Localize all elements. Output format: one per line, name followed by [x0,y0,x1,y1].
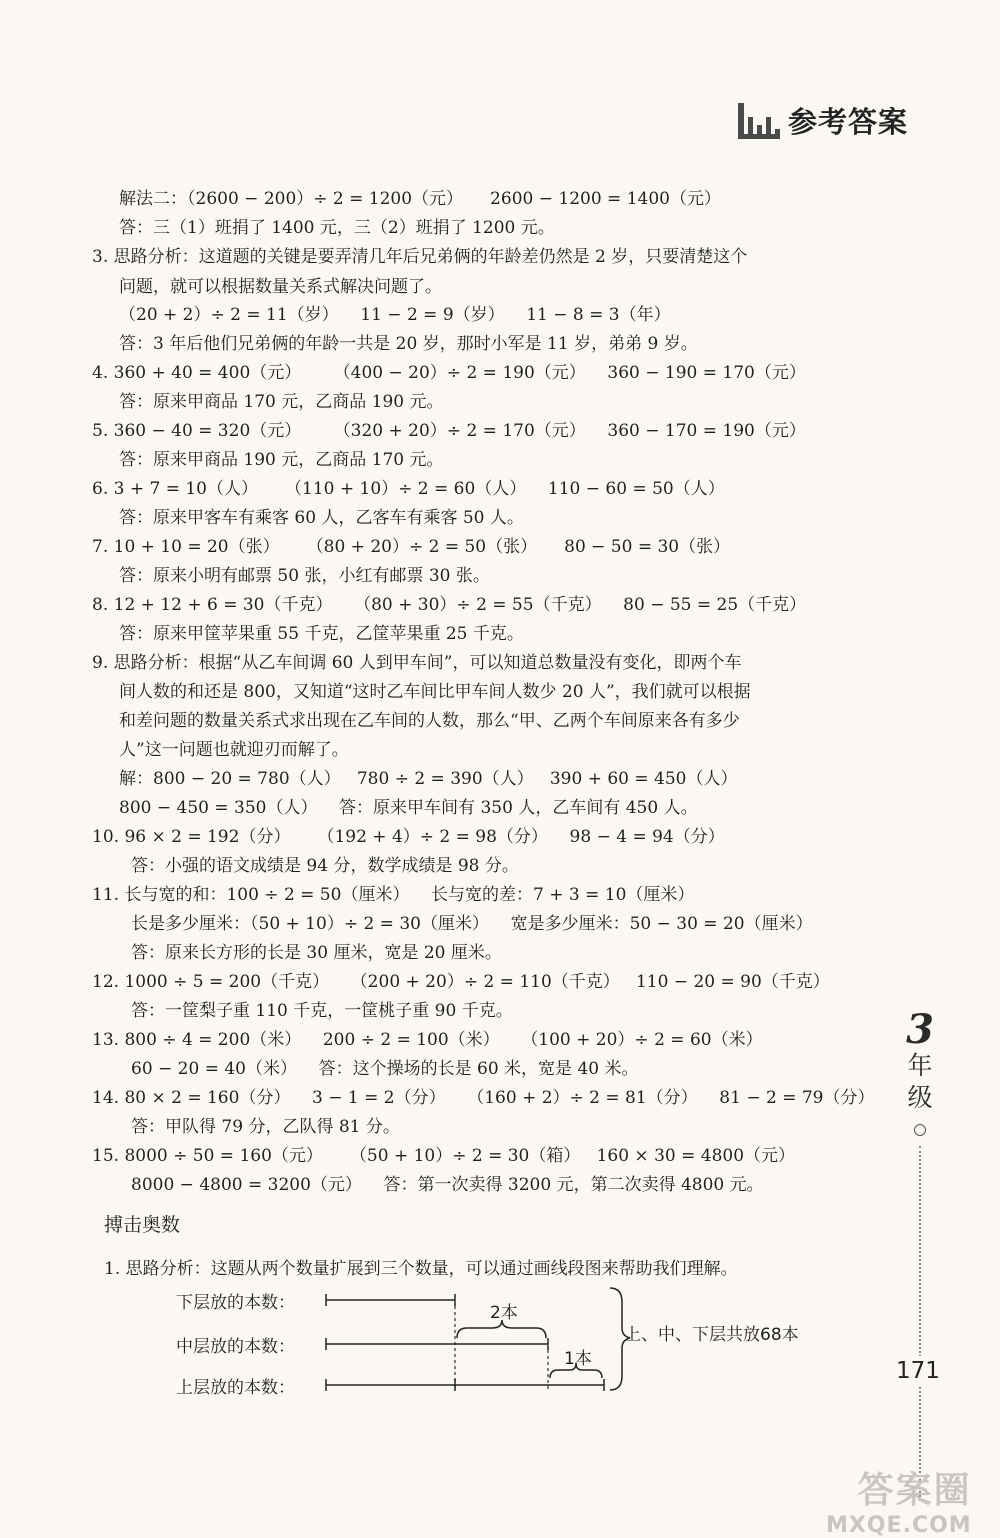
section-title: 搏击奥数 [104,1214,181,1236]
text-line: 答：甲队得 79 分，乙队得 81 分。 [131,1117,400,1137]
text-line: 8. 12 + 12 + 6 = 30（千克） （80 + 30）÷ 2 = 55（千克） 80 − 55 = 25（千克） [92,595,807,615]
text-line: 60 − 20 = 40（米） 答：这个操场的长是 60 米，宽是 40 米。 [131,1059,639,1079]
text-line: 9. 思路分析：根据“从乙车间调 60 人到甲车间”，可以知道总数量没有变化，即两个车 [92,653,742,673]
watermark [826,1462,972,1538]
text-line: 12. 1000 ÷ 5 = 200（千克） （200 + 20）÷ 2 = 110（千克） 110 − 20 = 90（千克） [92,972,830,992]
text-line: 问题，就可以根据数量关系式解决问题了。 [119,277,442,297]
text-line: 答：原来甲商品 190 元，乙商品 170 元。 [119,450,444,470]
text-line: 3. 思路分析：这道题的关键是要弄清几年后兄弟俩的年龄差仍然是 2 岁，只要清楚这个 [92,247,748,267]
dotted-divider [919,1146,921,1501]
text-line: 6. 3 + 7 = 10（人） （110 + 10）÷ 2 = 60（人） 110 − 60 = 50（人） [92,479,725,499]
text-line: 8000 − 4800 = 3200（元） 答：第一次卖得 3200 元，第二次卖得 4800 元。 [131,1175,764,1195]
grade-number: 3 [906,1006,934,1053]
grade-text-ji: 级 [907,1083,933,1112]
text-line: 答：原来小明有邮票 50 张，小红有邮票 30 张。 [119,566,490,586]
text-line: 14. 80 × 2 = 160（分） 3 − 1 = 2（分） （160 + 2）÷ 2 = 81（分） 81 − 2 = 79（分） [92,1088,875,1108]
text-line: 答：原来长方形的长是 30 厘米，宽是 20 厘米。 [131,943,502,963]
text-line: 答：原来甲商品 170 元，乙商品 190 元。 [119,392,444,412]
circle-marker-icon [914,1124,926,1136]
text-line: 长是多少厘米：（50 + 10）÷ 2 = 30（厘米） 宽是多少厘米：50 − 30 = 20（厘米） [131,914,813,934]
text-line: 800 − 450 = 350（人） 答：原来甲车间有 350 人，乙车间有 450 人。 [119,798,698,818]
text-line: 7. 10 + 10 = 20（张） （80 + 20）÷ 2 = 50（张） 80 − 50 = 30（张） [92,537,731,557]
text-line: （20 + 2）÷ 2 = 11（岁） 11 − 2 = 9（岁） 11 − 8 = 3（年） [119,305,671,325]
row-label-bottom-shelf: 下层放的本数： [176,1293,295,1313]
text-line: 解：800 − 20 = 780（人） 780 ÷ 2 = 390（人） 390 + 60 = 450（人） [119,769,738,789]
text-line: 答：原来甲筐苹果重 55 千克，乙筐苹果重 25 千克。 [119,624,524,644]
watermark-logo: 答案圈 [857,1470,972,1511]
text-line: 答：小强的语文成绩是 94 分，数学成绩是 98 分。 [131,856,519,876]
text-line: 11. 长与宽的和：100 ÷ 2 = 50（厘米） 长与宽的差：7 + 3 = 10（厘米） [92,885,695,905]
text-line: 4. 360 + 40 = 400（元） （400 − 20）÷ 2 = 190（元） 360 − 190 = 170（元） [92,363,806,383]
text-line: 答：一筐梨子重 110 千克，一筐桃子重 90 千克。 [131,1001,513,1021]
line-segment-diagram [170,1280,870,1400]
text-line: 人”这一问题也就迎刃而解了。 [119,740,349,760]
total-label: 上、中、下层共放68本 [624,1325,799,1345]
text-line: 13. 800 ÷ 4 = 200（米） 200 ÷ 2 = 100（米） （100 + 20）÷ 2 = 60（米） [92,1030,763,1050]
text-line: 10. 96 × 2 = 192（分） （192 + 4）÷ 2 = 98（分） 98 − 4 = 94（分） [92,827,725,847]
problem-text: 1. 思路分析：这题从两个数量扩展到三个数量，可以通过画线段图来帮助我们理解。 [104,1259,738,1279]
page-number: 171 [896,1358,940,1384]
text-line: 解法二：（2600 − 200）÷ 2 = 1200（元） 2600 − 1200 = 1400（元） [119,189,721,209]
text-line: 答：三（1）班捐了 1400 元，三（2）班捐了 1200 元。 [119,218,555,238]
row-label-middle-shelf: 中层放的本数： [176,1337,295,1357]
page-header [738,100,908,141]
row-label-top-shelf: 上层放的本数： [176,1378,295,1398]
grade-tab [900,1006,940,1136]
text-line: 5. 360 − 40 = 320（元） （320 + 20）÷ 2 = 170（元） 360 − 170 = 190（元） [92,421,806,441]
text-line: 答：原来甲客车有乘客 60 人，乙客车有乘客 50 人。 [119,508,524,528]
bar-grid-logo-icon [738,103,780,139]
text-line: 和差问题的数量关系式求出现在乙车间的人数，那么“甲、乙两个车间原来各有多少 [119,711,740,731]
diff-label-2ben: 2本 [490,1303,518,1323]
text-line: 答：3 年后他们兄弟俩的年龄一共是 20 岁，那时小军是 11 岁，弟弟 9 岁。 [119,334,698,354]
header-title: 参考答案 [788,105,909,139]
grade-text-nian: 年 [907,1051,933,1080]
diff-label-1ben: 1本 [564,1349,592,1369]
text-line: 15. 8000 ÷ 50 = 160（元） （50 + 10）÷ 2 = 30（箱） 160 × 30 = 4800（元） [92,1146,796,1166]
text-line: 间人数的和还是 800，又知道“这时乙车间比甲车间人数少 20 人”，我们就可以根据 [119,682,751,702]
watermark-url: MXQE.COM [826,1513,972,1538]
